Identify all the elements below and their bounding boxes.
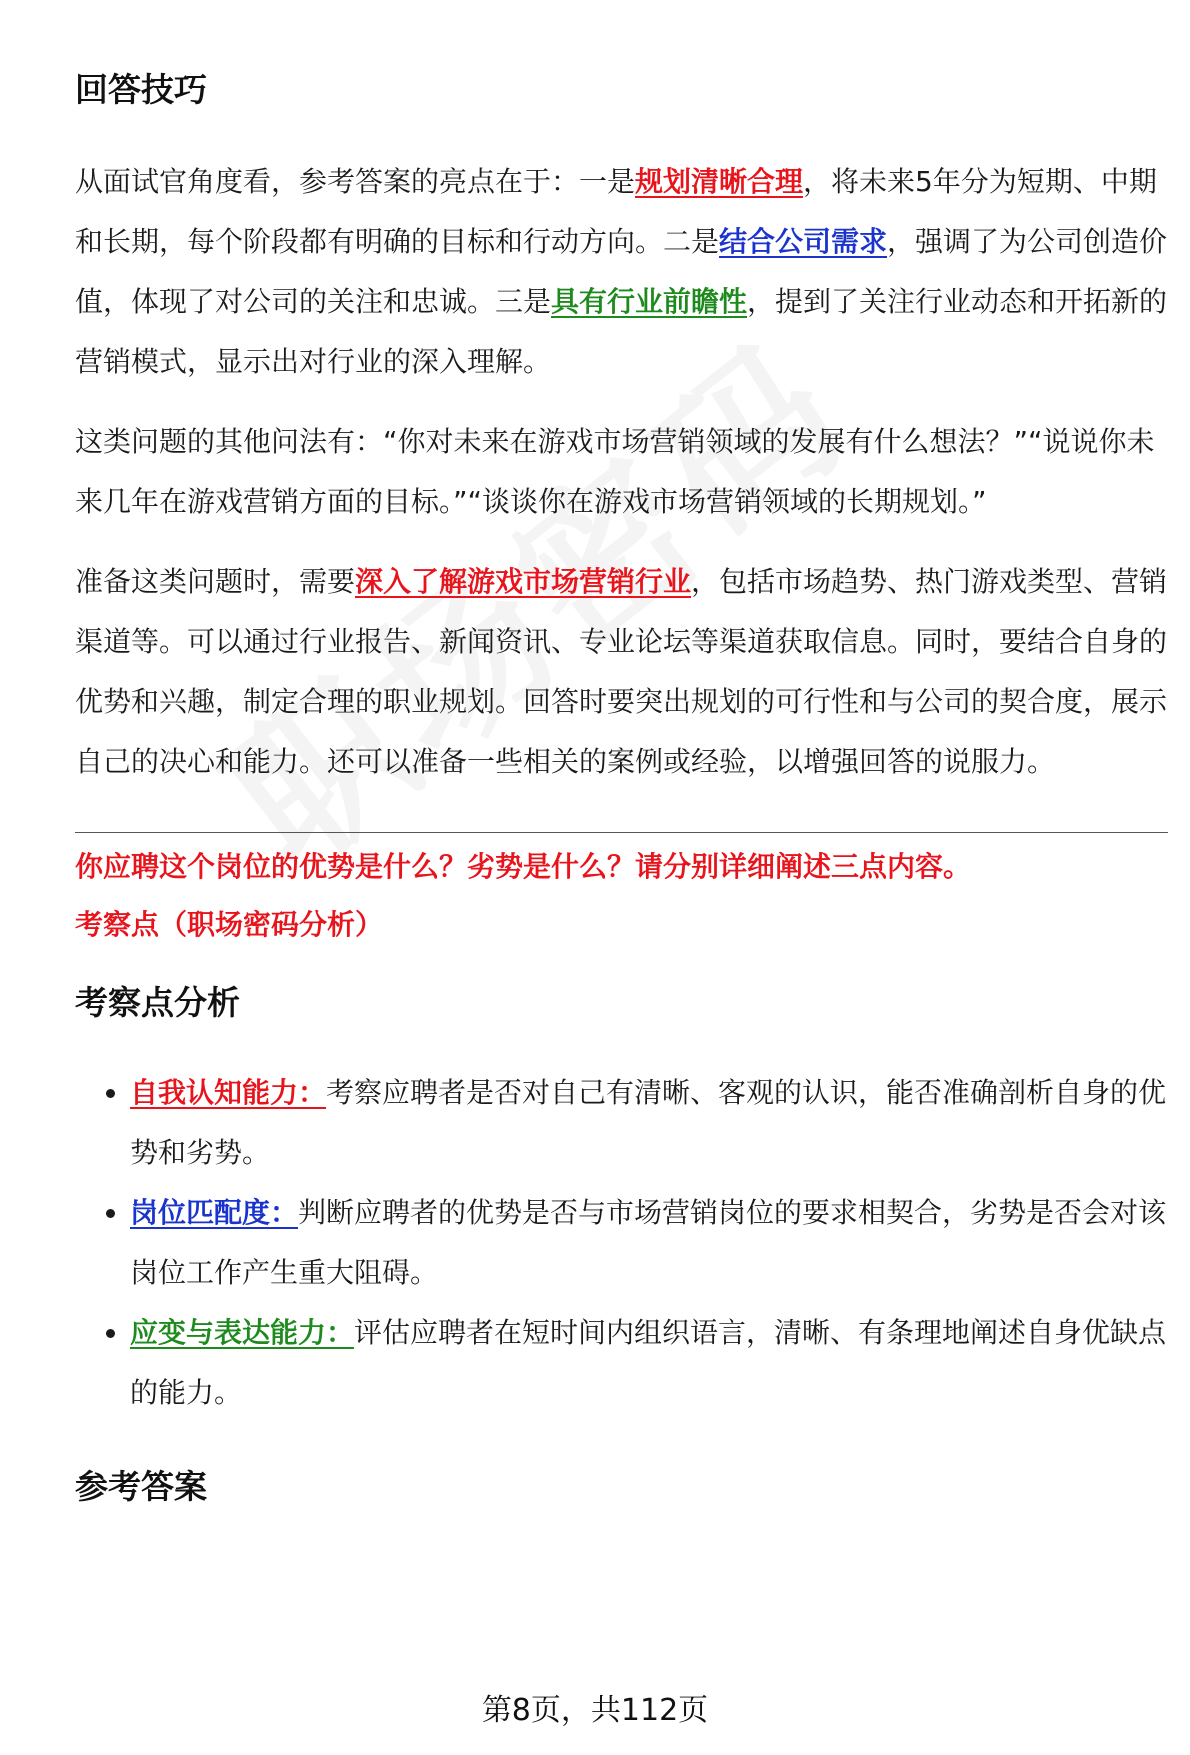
text-run: ，将未来5年分为短期、中期和长期，每个阶段都有明确的目标和行动方向。二是: [75, 165, 1157, 258]
point-text: 判断应聘者的优势是否与市场营销岗位的要求相契合，劣势是否会对该岗位工作产生重大阻碍。: [130, 1196, 1167, 1289]
highlight-industry-research: 深入了解游戏市场营销行业: [355, 565, 692, 598]
point-label: 自我认知能力：: [130, 1076, 327, 1109]
heading-answer-tips: 回答技巧: [75, 70, 207, 109]
point-text: 考察应聘者是否对自己有清晰、客观的认识，能否准确剖析自身的优势和劣势。: [130, 1076, 1167, 1169]
paragraph-alternative-questions: 这类问题的其他问法有：“你对未来在游戏市场营销领域的发展有什么想法？”“说说你未来几年在游戏营销方面的目标。”“谈谈你在游戏市场营销领域的长期规划。”: [75, 425, 1155, 518]
list-item-job-fit: [130, 1183, 1170, 1303]
paragraph-highlights: [75, 152, 1170, 392]
kaochadian-label: 考察点（职场密码分析）: [75, 908, 384, 941]
text-run: ，包括市场趋势、热门游戏类型、营销渠道等。可以通过行业报告、新闻资讯、专业论坛等渠道获取信息。同时，要结合自身的优势和兴趣，制定合理的职业规划。回答时要突出规划的可行性和与公司的契合度，展示自己的决心和能力。还可以准备一些相关的案例或经验，以增强回答的说服力。: [75, 565, 1168, 778]
text-run: ，提到了关注行业动态和开拓新的营销模式，显示出对行业的深入理解。: [75, 285, 1168, 378]
point-label: 应变与表达能力：: [130, 1316, 355, 1349]
point-label: 岗位匹配度：: [130, 1196, 299, 1229]
list-item-expression: [130, 1303, 1170, 1423]
highlight-industry-foresight: 具有行业前瞻性: [551, 285, 748, 318]
text-run: 从面试官角度看，参考答案的亮点在于：一是: [75, 165, 636, 198]
content: [75, 60, 1170, 1517]
question-title: 你应聘这个岗位的优势是什么？劣势是什么？请分别详细阐述三点内容。: [75, 850, 972, 883]
highlight-planning: 规划清晰合理: [635, 165, 804, 198]
point-text: 评估应聘者在短时间内组织语言，清晰、有条理地阐述自身优缺点的能力。: [130, 1316, 1167, 1409]
list-item-self-awareness: [130, 1063, 1170, 1183]
paragraph-preparation: [75, 552, 1170, 792]
divider: [75, 832, 1168, 833]
highlight-company-needs: 结合公司需求: [719, 225, 888, 258]
heading-reference-answer: 参考答案: [75, 1467, 207, 1506]
heading-analysis: 考察点分析: [75, 983, 240, 1022]
page-number: 第8页，共112页: [481, 1693, 709, 1728]
analysis-list: [75, 1063, 1170, 1423]
text-run: 准备这类问题时，需要: [75, 565, 356, 598]
text-run: ，强调了为公司创造价值，体现了对公司的关注和忠诚。三是: [75, 225, 1168, 318]
